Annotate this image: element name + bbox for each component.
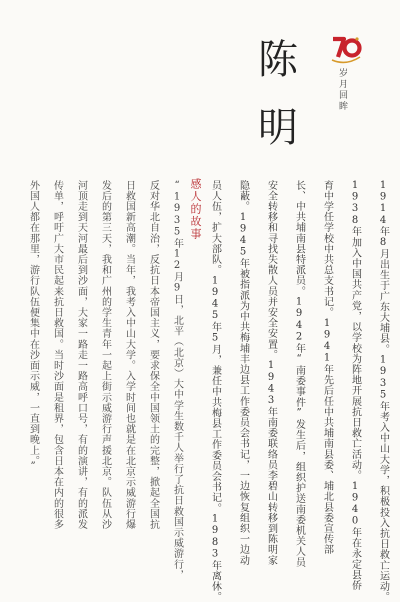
- story-line-7: 外国人都在那里，游行队伍便集中在沙面示威，一直到晚上。”: [27, 180, 39, 473]
- bio-line-5: 安全转移和寻找失散人员并安全安置。1943年南委联络员李碧山转移到陈明家: [265, 180, 277, 566]
- bio-line-3: 育中学任学校中共总支书记。1941年先后任中共埔南县委、埔北县委宣传部: [321, 180, 333, 555]
- story-line-6: 传单，呼吁广大市民起来抗日救国。当时沙面是租界，包含日本在内的很多: [51, 180, 63, 530]
- bio-line-7: 员人伍，扩大部队。1945年5月，兼任中共梅县工作委员会书记。1983年离休。: [209, 180, 221, 602]
- name-char-chen: 陈: [258, 37, 298, 83]
- story-line-5: 河顶走到天河最后到沙面，大家一路走一路高呼口号，有的演讲，有的派发: [75, 180, 87, 530]
- story-line-2: 反对华北自治，反抗日本帝国主义，要求保全中国领土的完整，掀起全国抗: [147, 180, 159, 530]
- column-label: 岁月回眸: [337, 68, 347, 112]
- name-char-ming: 明: [258, 105, 298, 151]
- story-line-1: “1935年12月9日，北平（北京）大中学生数千人举行了抗日救国示威游行，: [171, 180, 183, 581]
- bio-line-1: 1914年8月出生于广东大埔县。1935年考入中山大学，积极投入抗日救亡运动。: [377, 180, 389, 602]
- story-title: 感人的故事: [189, 178, 202, 241]
- story-line-4: 发后的第三天，我和广州的学生青年一起上街示威游行声援北京。队伍从沙: [99, 180, 111, 530]
- anniversary-70-logo-icon: [330, 33, 362, 65]
- story-line-3: 日救国新高潮。当年，我考入中山大学。入学时间也就是在北京示威游行爆: [123, 180, 135, 530]
- bio-line-6: 隐蔽。1945年被指派为中共梅埔丰边县工作委员会书记，一边恢复组织一边动: [237, 180, 249, 566]
- bio-line-2: 1938年加入中国共产党，以学校为阵地开展抗日救亡活动。1940年在永定县侨: [349, 180, 361, 591]
- bio-line-4: 长、中共埔南县特派员。1942年“南委事件”发生后，组织护送南委机关人员: [293, 180, 305, 568]
